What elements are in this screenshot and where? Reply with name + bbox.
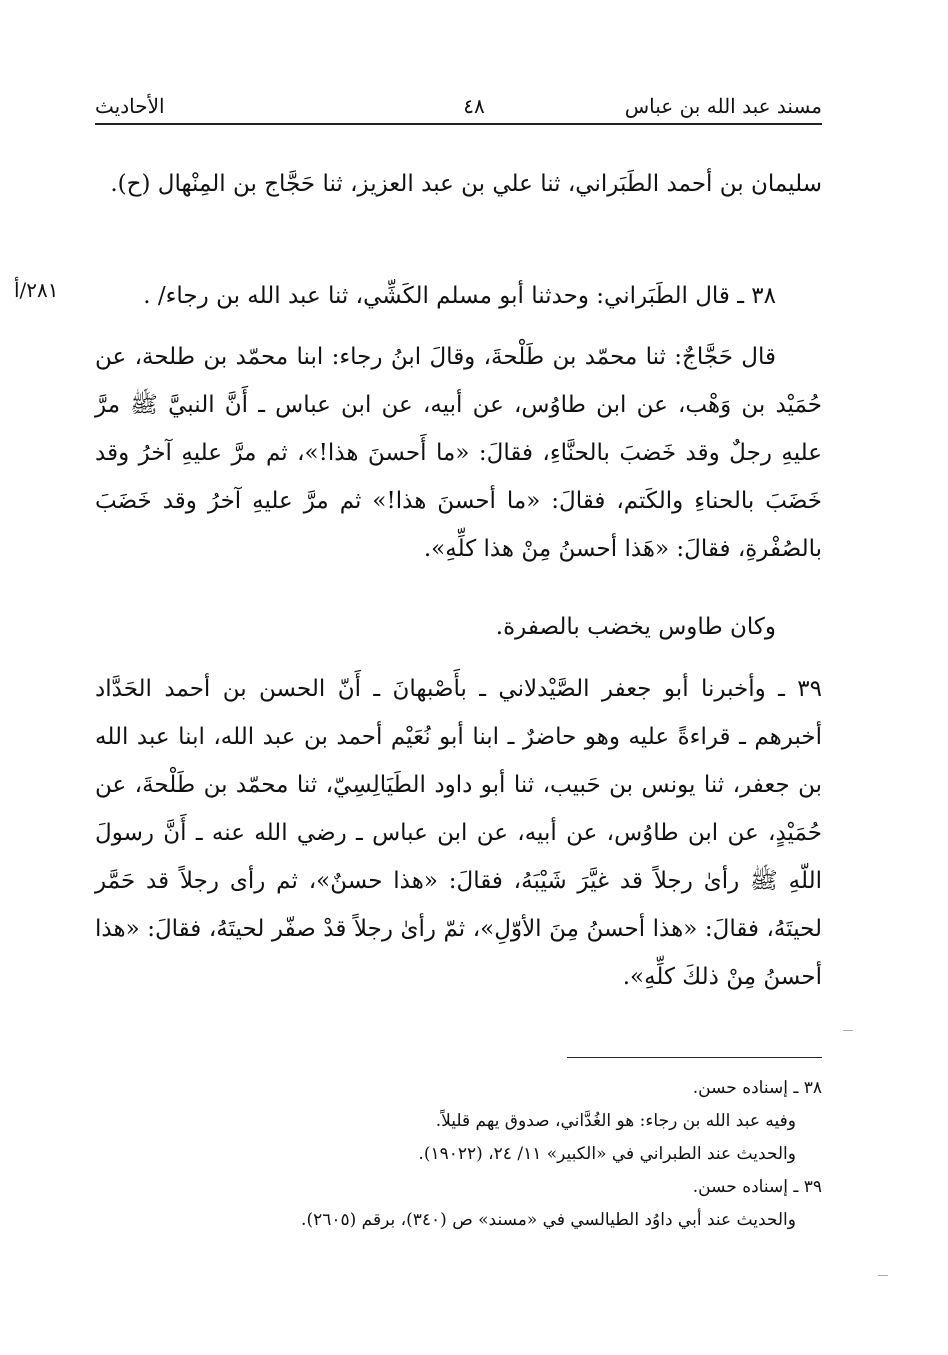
hadith-38-text (95, 333, 822, 573)
page-number: ٤٨ (463, 94, 485, 118)
section-title: الأحاديث (95, 94, 165, 118)
body-paragraph: سليمان بن أحمد الطَبَراني، ثنا علي بن عبد العزيز، ثنا حَجَّاج بن المِنْهال (ح). (110, 171, 822, 197)
margin-folio-ref: ٢٨١/أ (14, 278, 59, 302)
footnote-rule (567, 1057, 822, 1058)
body-paragraph: ٣٨ ـ قال الطَبَراني: وحدثنا أبو مسلم الكَشِّي، ثنا عبد الله بن رجاء/ . (143, 283, 776, 309)
body-paragraph: ٣٩ ـ وأخبرنا أبو جعفر الصَّيْدلاني ـ بأَصْبهانَ ـ أَنّ الحسن بن أحمد الحَدَّاد أخبرهم ـ قراءةً عليه وهو حاضرٌ ـ ابنا أبو نُعَيْم أحمد بن عبد الله، ابنا عبد الله بن جعفر، ثنا يونس بن حَبيب، ثنا أبو داود الطَيَالِسِيّ، ثنا محمّد بن طَلْحةَ، عن حُمَيْدٍ، عن ابن طاوُس، عن أبيه، عن ابن عباس ـ رضي الله عنه ـ أَنَّ رسولَ اللّهِ ﷺ رأىٰ رجلاً قد غيَّرَ شَيْبَهُ، فقالَ: «هذا حسنٌ»، ثم رأى رجلاً قد حَمَّر لحيتَهُ، فقالَ: «هذا أحسنُ مِنَ الأوّلِ»، ثمّ رأىٰ رجلاً قدْ صفّر لحيتَهُ، فقالَ: «هذا أحسنُ مِنْ ذلكَ كلِّهِ». (95, 676, 822, 990)
body-paragraph: وكان طاوس يخضب بالصفرة. (495, 614, 776, 640)
footnotes (95, 1072, 822, 1237)
paragraph-continuation (95, 160, 822, 208)
footnote-line: والحديث عند الطبراني في «الكبير» ١١/ ٢٤، (١٩٠٢٢). (418, 1144, 796, 1164)
hadith-38-intro (95, 272, 822, 320)
hadith-39-text (95, 665, 822, 1001)
body-paragraph: قال حَجَّاجٌ: ثنا محمّد بن طَلْحةَ، وقالَ ابنُ رجاء: ابنا محمّد بن طلحة، عن حُمَيْد بن وَهْب، عن ابن طاوُس، عن أبيه، عن ابن عباس ـ أَنَّ النبيَّ ﷺ مرَّ عليهِ رجلٌ وقد خَضبَ بالحنَّاءِ، فقالَ: «ما أَحسنَ هذا!»، ثم مرَّ عليهِ آخرُ وقد خَضَبَ بالحناءِ والكَتم، فقالَ: «ما أحسنَ هذا!» ثم مرَّ عليهِ آخرُ وقد خَضَبَ بالصُفْرةِ، فقالَ: «هَذا أحسنُ مِنْ هذا كلِّهِ». (95, 344, 822, 562)
book-title: مسند عبد الله بن عباس (624, 94, 822, 118)
footnote-line: ٣٩ ـ إسناده حسن. (692, 1177, 822, 1197)
footnote-line: والحديث عند أبي داوُد الطيالسي في «مسند» ص (٣٤٠)، برقم (٢٦٠٥). (301, 1210, 796, 1230)
footnote-line: ٣٨ ـ إسناده حسن. (692, 1078, 822, 1098)
scan-speck (878, 1275, 888, 1276)
scan-speck (843, 1030, 853, 1031)
tawus-note (95, 603, 822, 651)
header-rule (95, 123, 822, 125)
footnote-line: وفيه عبد الله بن رجاء: هو الغُدَّاني، صدوق يهم قليلاً. (435, 1111, 796, 1131)
